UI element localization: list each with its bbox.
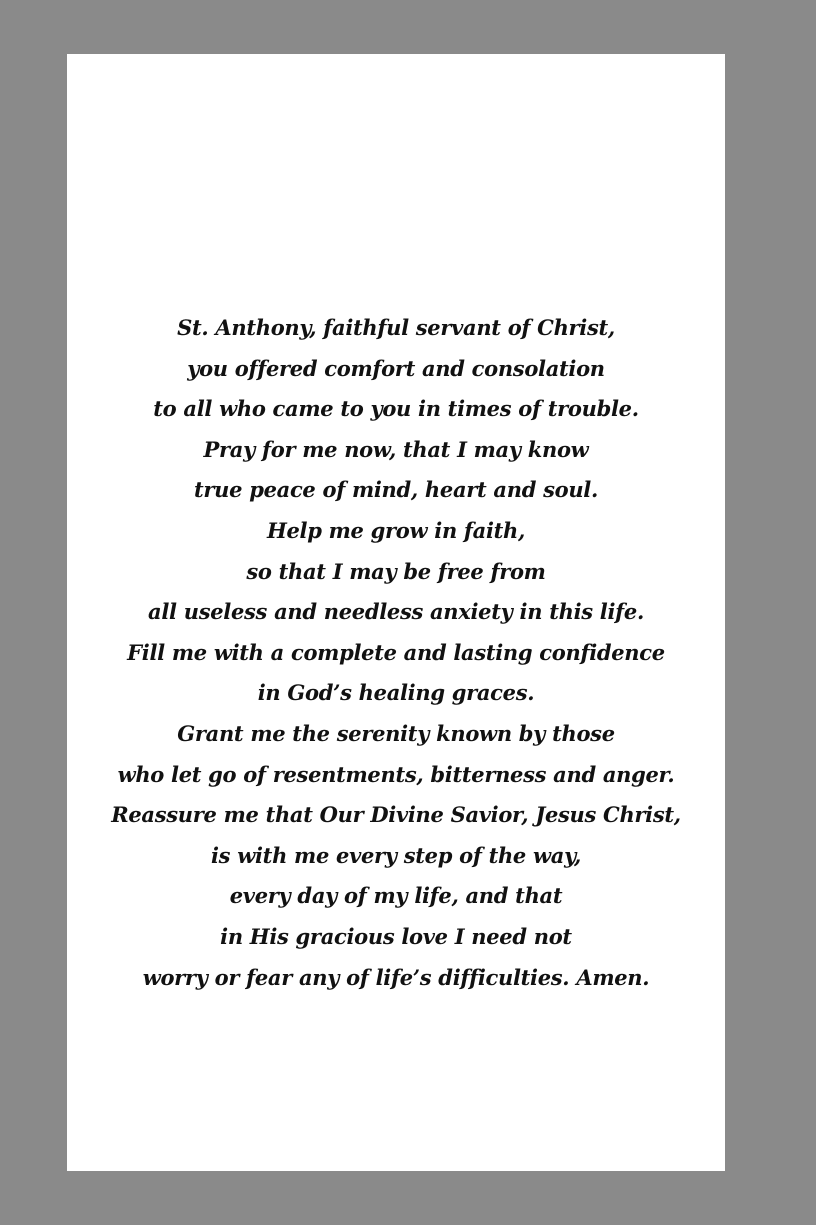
prayer-line: is with me every step of the way, [211,842,581,868]
prayer-line: in His gracious love I need not [220,923,572,949]
prayer-line: all useless and needless anxiety in this life. [148,599,644,625]
prayer-line: every day of my life, and that [229,883,563,909]
prayer-line: who let go of resentments, bitterness and anger. [117,761,675,787]
prayer-line: St. Anthony, faithful servant of Christ, [177,315,615,340]
document-page [67,54,725,1171]
prayer-line: Reassure me that Our Divine Savior, Jesus Christ, [111,802,681,828]
prayer-line: Help me grow in faith, [266,517,526,543]
prayer-line: you offered comfort and consolation [187,355,605,381]
prayer-text [67,308,725,998]
prayer-line: Fill me with a complete and lasting confidence [127,639,665,665]
prayer-line: to all who came to you in times of trouble. [153,396,639,422]
prayer-line: worry or fear any of life’s difficulties. Amen. [142,964,650,990]
prayer-line: in God’s healing graces. [257,680,535,706]
prayer-line: true peace of mind, heart and soul. [193,477,598,503]
prayer-line: Pray for me now, that I may know [203,436,589,462]
prayer-line: so that I may be free from [246,558,546,584]
prayer-line: Grant me the serenity known by those [177,720,615,746]
